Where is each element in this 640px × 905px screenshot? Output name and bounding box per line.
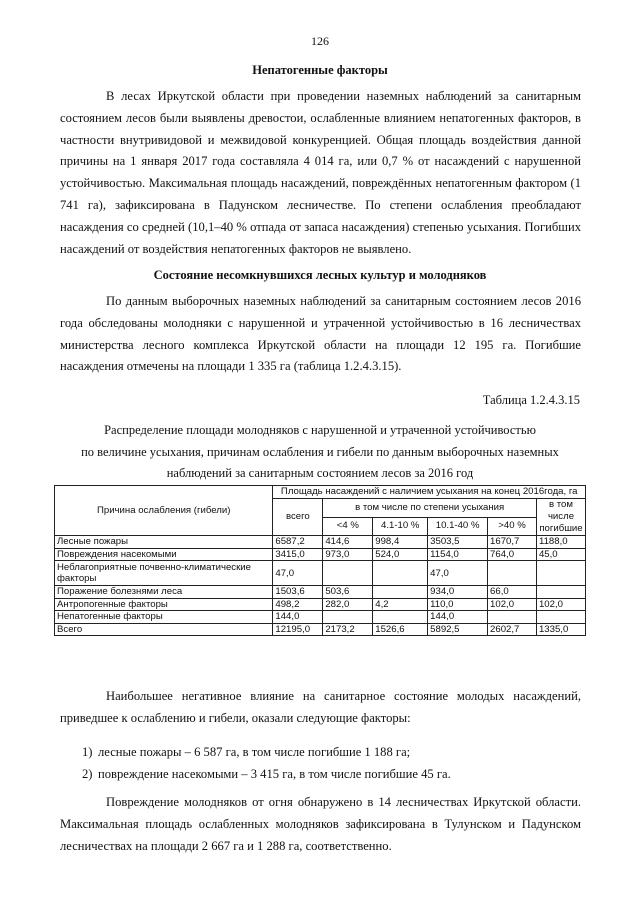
cell-degree-4: 764,0 xyxy=(488,548,537,561)
cell-degree-2: 1526,6 xyxy=(373,623,428,636)
cell-degree-1 xyxy=(323,611,373,624)
cell-degree-4: 2602,7 xyxy=(488,623,537,636)
cell-total: 498,2 xyxy=(273,598,323,611)
table-caption-line: по величине усыхания, причинам ослабления и гибели по данным выборочных наземных xyxy=(81,444,559,459)
cell-degree-2 xyxy=(373,586,428,599)
cell-dead: 45,0 xyxy=(536,548,585,561)
cell-cause: Неблагоприятные почвенно-климатические факторы xyxy=(55,561,273,586)
cell-degree-4: 102,0 xyxy=(488,598,537,611)
header-degree-4: >40 % xyxy=(488,517,537,536)
cell-degree-1: 282,0 xyxy=(323,598,373,611)
cell-cause: Всего xyxy=(55,623,273,636)
cell-degree-3: 110,0 xyxy=(428,598,488,611)
table-caption xyxy=(60,420,580,485)
header-degree-3: 10.1-40 % xyxy=(428,517,488,536)
cell-degree-3: 1154,0 xyxy=(428,548,488,561)
cell-dead: 1188,0 xyxy=(536,536,585,549)
cell-degree-4 xyxy=(488,561,537,586)
cell-total: 144,0 xyxy=(273,611,323,624)
table-row xyxy=(55,586,586,599)
table-row xyxy=(55,548,586,561)
cell-degree-4 xyxy=(488,611,537,624)
header-total: всего xyxy=(273,499,323,536)
cell-cause: Лесные пожары xyxy=(55,536,273,549)
table-row xyxy=(55,536,586,549)
cell-degree-2: 4,2 xyxy=(373,598,428,611)
cell-cause: Поражение болезнями леса xyxy=(55,586,273,599)
cell-dead: 1335,0 xyxy=(536,623,585,636)
cell-degree-1: 414,6 xyxy=(323,536,373,549)
cell-degree-3: 47,0 xyxy=(428,561,488,586)
header-dead: в том числе погибшие xyxy=(536,499,585,536)
cell-degree-2 xyxy=(373,611,428,624)
factor-list xyxy=(82,741,451,785)
cell-dead xyxy=(536,561,585,586)
cell-degree-2: 998,4 xyxy=(373,536,428,549)
header-degree-2: 4.1-10 % xyxy=(373,517,428,536)
cell-degree-4: 1670,7 xyxy=(488,536,537,549)
table-caption-line: наблюдений за санитарным состоянием лесов за 2016 год xyxy=(166,466,474,480)
table-caption-line: Распределение площади молодняков с нарушенной и утраченной устойчивостью xyxy=(104,423,536,437)
paragraph-nonpathogenic: В лесах Иркутской области при проведении наземных наблюдений за санитарным состоянием лесов были выявлены древостои, ослабленные влиянием непатогенных факторов, в частности внутривидовой и межвидовой конкуренцией. Общая площадь воздействия данной причины на 1 января 2017 года составляла 4 014 га, или 0,7 % от насаждений с нарушенной устойчивостью. Максимальная площадь насаждений, повреждённых непатогенным фактором (1 741 га), зафиксирована в Падунском лесничестве. По степени ослабления преобладают насаждения со средней (10,1–40 % отпада от запаса насаждения) степенью усыхания. Погибших насаждений от воздействия непатогенных факторов не выявлено. xyxy=(60,89,581,256)
section-heading-nonpathogenic: Непатогенные факторы xyxy=(252,63,388,77)
header-cause: Причина ослабления (гибели) xyxy=(55,486,273,536)
header-by-degree: в том числе по степени усыхания xyxy=(323,499,537,518)
cell-total: 12195,0 xyxy=(273,623,323,636)
cell-degree-1 xyxy=(323,561,373,586)
data-table xyxy=(54,485,586,636)
cell-cause: Непатогенные факторы xyxy=(55,611,273,624)
cell-cause: Антропогенные факторы xyxy=(55,598,273,611)
paragraph-young-stands: По данным выборочных наземных наблюдений за санитарным состоянием лесов 2016 года обследованы молодняки с нарушенной и утраченной устойчивостью в 16 лесничествах министерства лесного комплекса Иркутской области на площади 12 195 га. Погибшие насаждения отмечены на площади 1 335 га (таблица 1.2.4.3.15). xyxy=(60,294,581,374)
cell-degree-2 xyxy=(373,561,428,586)
cell-total: 6587,2 xyxy=(273,536,323,549)
cell-degree-3: 934,0 xyxy=(428,586,488,599)
paragraph-negative-factors: Наибольшее негативное влияние на санитарное состояние молодых насаждений, приведшее к ослаблению и гибели, оказали следующие факторы: xyxy=(60,689,581,725)
cell-dead: 102,0 xyxy=(536,598,585,611)
cell-degree-1: 503,6 xyxy=(323,586,373,599)
list-item-text: лесные пожары – 6 587 га, в том числе погибшие 1 188 га; xyxy=(98,745,411,759)
list-item-number: 2) xyxy=(82,767,93,781)
table-row xyxy=(55,611,586,624)
cell-degree-4: 66,0 xyxy=(488,586,537,599)
cell-degree-2: 524,0 xyxy=(373,548,428,561)
list-item-number: 1) xyxy=(82,745,93,759)
cell-dead xyxy=(536,611,585,624)
table-row xyxy=(55,561,586,586)
table-row xyxy=(55,598,586,611)
cell-degree-1: 973,0 xyxy=(323,548,373,561)
cell-total: 1503,6 xyxy=(273,586,323,599)
cell-total: 3415,0 xyxy=(273,548,323,561)
header-degree-1: <4 % xyxy=(323,517,373,536)
table-row-total xyxy=(55,623,586,636)
cell-dead xyxy=(536,586,585,599)
cell-cause: Повреждения насекомыми xyxy=(55,548,273,561)
cell-degree-3: 3503,5 xyxy=(428,536,488,549)
list-item-text: повреждение насекомыми – 3 415 га, в том числе погибшие 45 га. xyxy=(98,767,451,781)
header-area-group: Площадь насаждений с наличием усыхания на конец 2016года, га xyxy=(273,486,586,499)
section-heading-young-stands: Состояние несомкнувшихся лесных культур и молодняков xyxy=(153,268,487,282)
cell-total: 47,0 xyxy=(273,561,323,586)
list-item xyxy=(82,741,451,763)
paragraph-fire-damage: Повреждение молодняков от огня обнаружено в 14 лесничествах Иркутской области. Максимальная площадь ослабленных молодняков зафиксирована в Тулунском и Падунском лесничествах на площади 2 667 га и 1 288 га, соответственно. xyxy=(60,795,581,853)
page-number: 126 xyxy=(311,34,329,48)
list-item xyxy=(82,763,451,785)
cell-degree-3: 144,0 xyxy=(428,611,488,624)
cell-degree-3: 5892,5 xyxy=(428,623,488,636)
cell-degree-1: 2173,2 xyxy=(323,623,373,636)
table-label: Таблица 1.2.4.3.15 xyxy=(482,393,580,407)
